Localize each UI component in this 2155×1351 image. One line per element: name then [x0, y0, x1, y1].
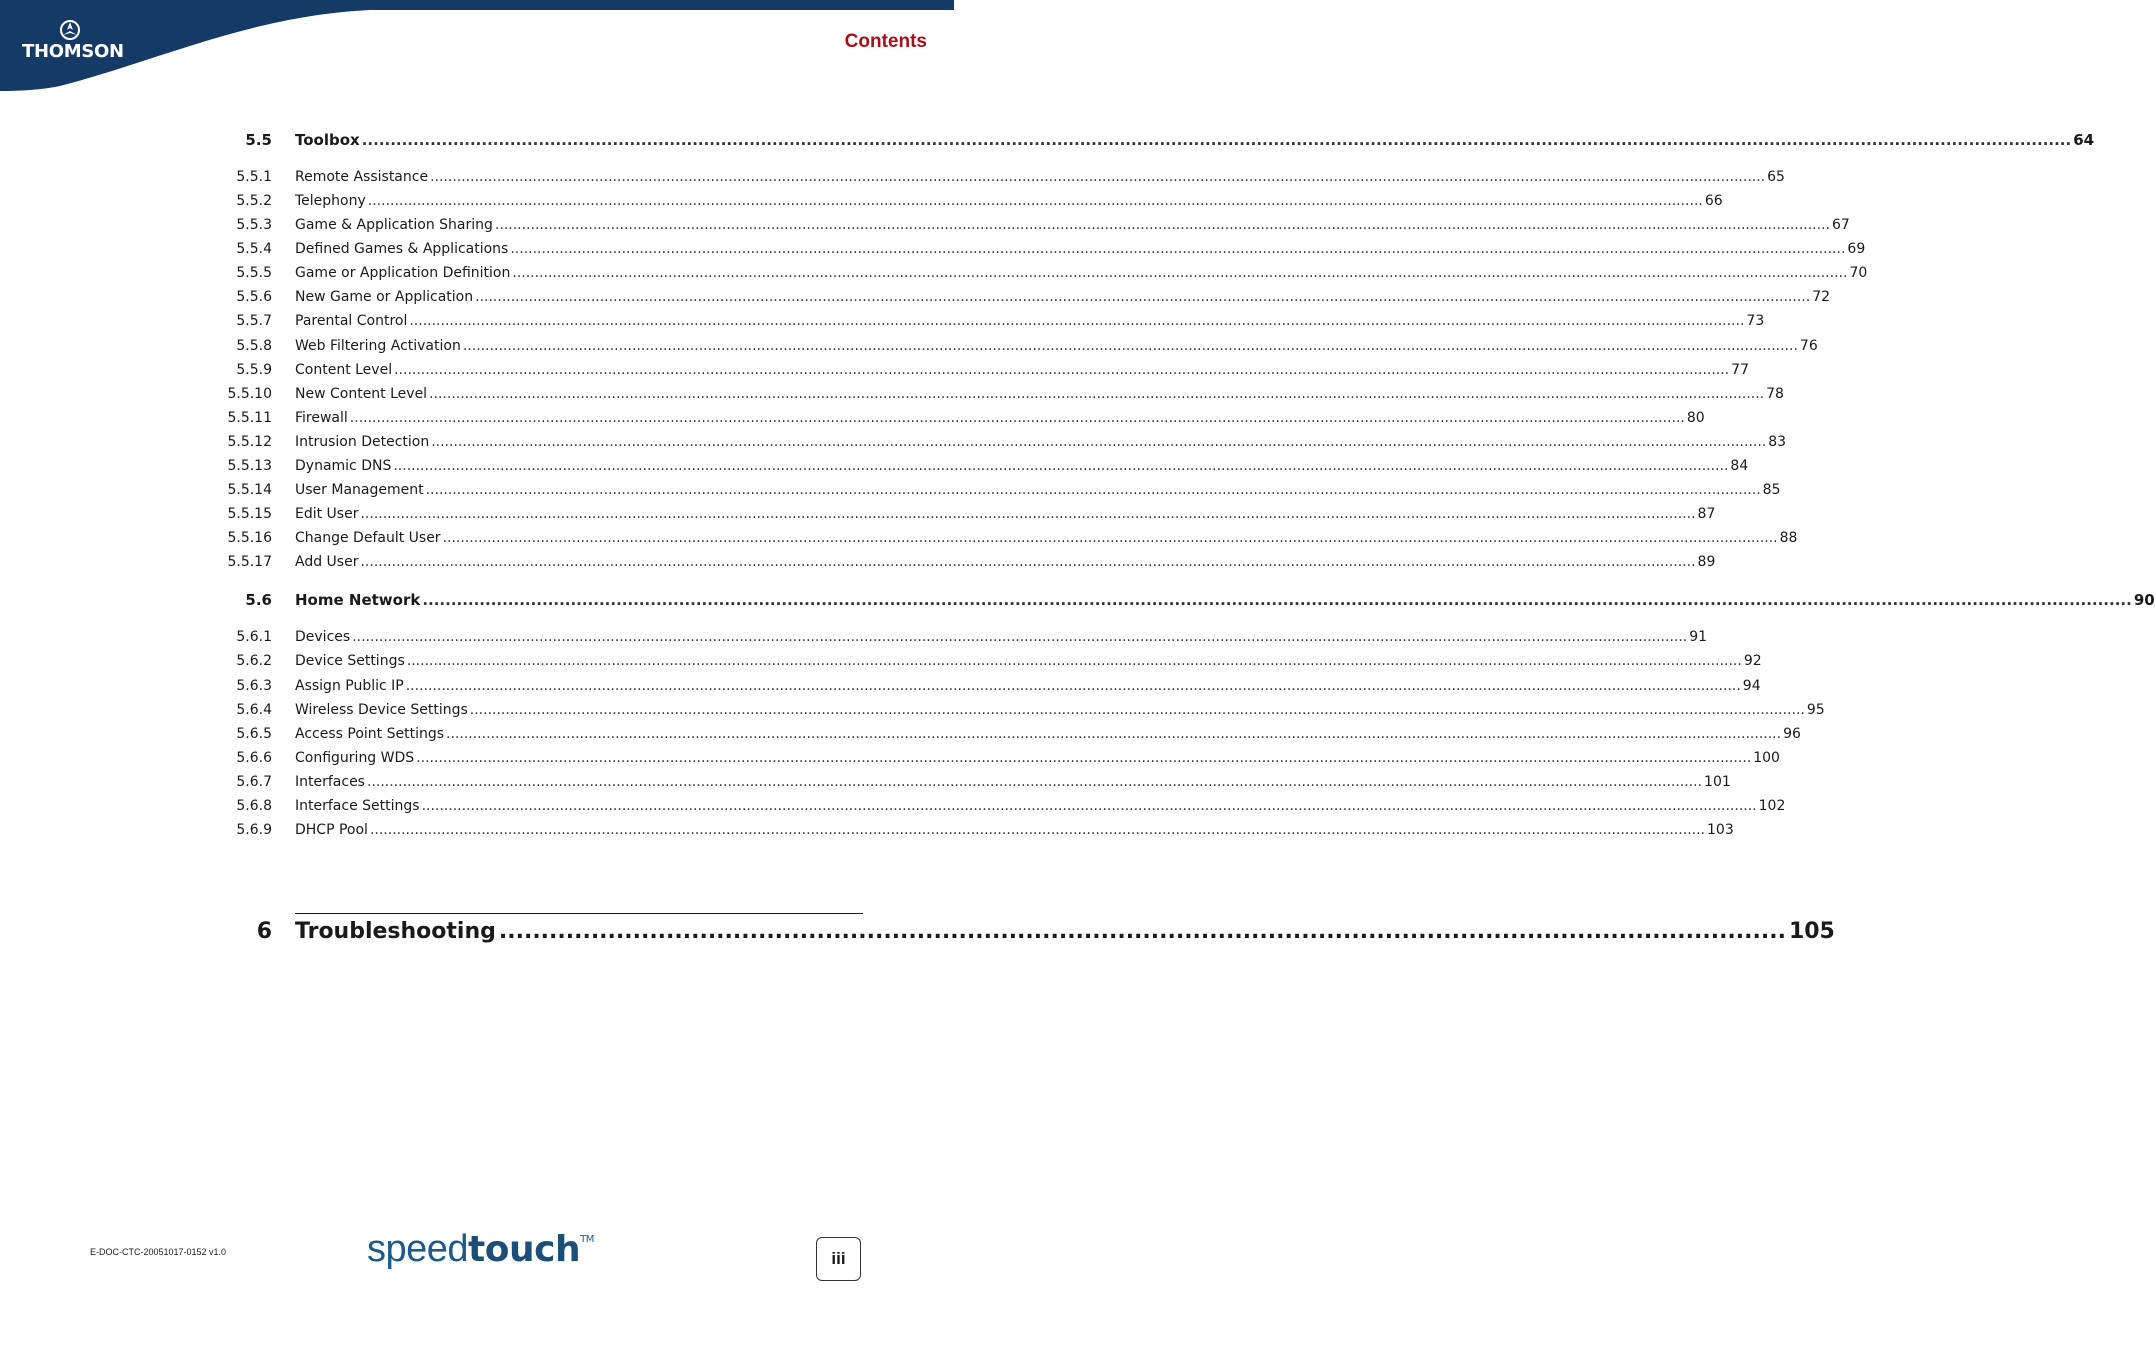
dot-leader: ............................................................................................................................................................................................................................................................................................................: [360, 554, 1696, 571]
toc-subsection-entry[interactable]: [0, 265, 1868, 285]
toc-subsection-entry[interactable]: [0, 217, 1850, 237]
entry-title: Wireless Device Settings: [295, 701, 468, 718]
entry-number: 5.6.1: [236, 629, 272, 646]
speedtouch-logo: [367, 1228, 594, 1271]
entry-number: 5.5.9: [236, 361, 272, 378]
page-number-box: [816, 1237, 861, 1281]
entry-number: 5.5.6: [236, 289, 272, 306]
toc-subsection-entry[interactable]: [0, 506, 1716, 526]
dot-leader: ............................................................................................................................................................................................................................................................................................................: [352, 629, 1688, 646]
dot-leader: ............................................................................................................................................................................................................................................................................................................: [442, 530, 1778, 547]
toc-subsection-entry[interactable]: [0, 822, 1734, 842]
entry-number: 5.5.13: [227, 457, 272, 474]
entry-page: 64: [2073, 131, 2095, 149]
entry-number: 5.5.1: [236, 169, 272, 185]
toc-subsection-entry[interactable]: [0, 554, 1716, 574]
thomson-logo-text: THOMSON: [22, 41, 124, 62]
entry-title: Telephony: [295, 193, 366, 210]
entry-title: Change Default User: [295, 530, 441, 547]
entry-page: 70: [1849, 265, 1868, 282]
entry-page: 65: [1767, 169, 1785, 185]
entry-page: 88: [1779, 530, 1798, 547]
entry-number: 5.5: [245, 131, 272, 149]
toc-subsection-entry[interactable]: [0, 193, 1723, 213]
entry-title: Home Network: [295, 591, 421, 610]
chapter-rule: [295, 913, 863, 914]
dot-leader: ............................................................................................................................................................................................................................................................................................................: [394, 361, 1730, 378]
entry-number: 5.5.7: [236, 313, 272, 330]
dot-leader: ............................................................................................................................................................................................................................................................................................................: [360, 506, 1696, 523]
entry-page: 78: [1766, 385, 1784, 402]
entry-page: 103: [1707, 822, 1734, 838]
entry-number: 5.6.9: [236, 822, 272, 838]
entry-title: Access Point Settings: [295, 725, 445, 742]
header-banner: [0, 0, 954, 95]
entry-title: Toolbox: [295, 131, 360, 149]
entry-number: 5.5.17: [227, 554, 272, 571]
entry-page: 95: [1806, 701, 1825, 718]
section-title: Contents: [844, 31, 927, 52]
dot-leader: ............................................................................................................................................................................................................................................................................................................: [421, 797, 1757, 814]
toc-subsection-entry[interactable]: [0, 653, 1762, 673]
entry-page: 83: [1768, 433, 1787, 450]
toc-subsection-entry[interactable]: [0, 361, 1749, 382]
toc-subsection-entry[interactable]: [0, 797, 1786, 818]
entry-title: New Content Level: [295, 385, 428, 402]
brand-light-text: speed: [367, 1228, 469, 1270]
entry-title: Firewall: [295, 409, 348, 426]
entry-page: 67: [1831, 217, 1850, 234]
toc-subsection-entry[interactable]: [0, 773, 1731, 794]
entry-page: 100: [1753, 749, 1780, 766]
toc-subsection-entry[interactable]: [0, 169, 1785, 189]
entry-title: Content Level: [295, 361, 393, 378]
toc-chapter-entry[interactable]: [0, 919, 1835, 951]
entry-title: Assign Public IP: [295, 677, 404, 694]
thomson-logo: [22, 20, 124, 62]
entry-number: 5.5.15: [227, 506, 272, 523]
dot-leader: ............................................................................................................................................................................................................................................................................................................: [446, 725, 1782, 742]
dot-leader: ............................................................................................................................................................................................................................................................................................................: [409, 313, 1745, 330]
entry-page: 73: [1746, 313, 1765, 330]
thomson-logo-icon: [59, 20, 81, 40]
entry-title: Defined Games & Applications: [295, 241, 509, 258]
toc-subsection-entry[interactable]: [0, 701, 1825, 722]
dot-leader: ............................................................................................................................................................................................................................................................................................................: [469, 701, 1805, 718]
entry-title: Devices: [295, 629, 351, 646]
entry-page: 76: [1799, 337, 1818, 354]
toc-subsection-entry[interactable]: [0, 337, 1818, 358]
entry-number: 5.5.10: [227, 385, 272, 402]
dot-leader: ............................................................................................................................................................................................................................................................................................................: [367, 193, 1703, 210]
chapter-title: Troubleshooting: [295, 919, 496, 944]
dot-leader: ............................................................................................................................................................................................................................................................................................................: [416, 749, 1752, 766]
toc-section-entry[interactable]: [0, 591, 2155, 611]
entry-number: 5.6.4: [236, 701, 272, 718]
entry-page: 102: [1758, 797, 1786, 814]
dot-leader: ............................................................................................................................................................................................................................................................................................................: [475, 289, 1811, 306]
entry-page: 84: [1730, 457, 1749, 474]
chapter-page: 105: [1788, 919, 1835, 944]
entry-page: 87: [1697, 506, 1716, 523]
entry-title: Web Filtering Activation: [295, 337, 461, 354]
entry-page: 77: [1731, 361, 1749, 378]
entry-page: 90: [2133, 591, 2155, 610]
entry-title: Configuring WDS: [295, 749, 415, 766]
entry-page: 101: [1704, 773, 1731, 790]
entry-title: Device Settings: [295, 653, 405, 670]
toc-subsection-entry[interactable]: [0, 289, 1831, 309]
chapter-number: 6: [256, 919, 272, 944]
entry-number: 5.5.8: [236, 337, 272, 354]
entry-page: 96: [1783, 725, 1801, 742]
toc-subsection-entry[interactable]: [0, 725, 1801, 746]
dot-leader: ............................................................................................................................................................................................................................................................................................................: [422, 591, 2132, 610]
dot-leader: ............................................................................................................................................................................................................................................................................................................: [510, 241, 1846, 258]
entry-title: Parental Control: [295, 313, 408, 330]
dot-leader: ............................................................................................................................................................................................................................................................................................................: [393, 457, 1729, 474]
entry-title: Edit User: [295, 506, 359, 523]
dot-leader: ..........................................................................................................................................................: [498, 919, 1786, 944]
entry-page: 69: [1847, 241, 1866, 258]
toc-subsection-entry[interactable]: [0, 530, 1798, 550]
entry-number: 5.5.11: [227, 409, 272, 426]
toc-subsection-entry[interactable]: [0, 457, 1749, 478]
dot-leader: ............................................................................................................................................................................................................................................................................................................: [462, 337, 1798, 354]
entry-number: 5.6: [245, 591, 272, 610]
entry-number: 5.6.6: [236, 749, 272, 766]
toc-subsection-entry[interactable]: [0, 482, 1781, 502]
dot-leader: ............................................................................................................................................................................................................................................................................................................: [512, 265, 1848, 282]
entry-page: 91: [1689, 629, 1708, 646]
dot-leader: ............................................................................................................................................................................................................................................................................................................: [349, 409, 1685, 426]
entry-page: 85: [1762, 482, 1781, 499]
entry-title: New Game or Application: [295, 289, 474, 306]
dot-leader: ............................................................................................................................................................................................................................................................................................................: [366, 773, 1703, 790]
toc-subsection-entry[interactable]: [0, 433, 1787, 454]
entry-title: Intrusion Detection: [295, 433, 430, 450]
entry-number: 5.5.2: [236, 193, 272, 210]
dot-leader: ............................................................................................................................................................................................................................................................................................................: [405, 677, 1741, 694]
entry-title: User Management: [295, 482, 424, 499]
entry-number: 5.5.4: [236, 241, 272, 258]
entry-number: 5.6.5: [236, 725, 272, 742]
dot-leader: ............................................................................................................................................................................................................................................................................................................: [431, 433, 1767, 450]
entry-page: 66: [1704, 193, 1723, 210]
entry-number: 5.6.8: [236, 797, 272, 814]
dot-leader: ............................................................................................................................................................................................................................................................................................................: [406, 653, 1742, 670]
entry-page: 94: [1742, 677, 1761, 694]
toc-subsection-entry[interactable]: [0, 313, 1765, 333]
dot-leader: ............................................................................................................................................................................................................................................................................................................: [429, 385, 1765, 402]
toc-subsection-entry[interactable]: [0, 749, 1780, 770]
document-code: E-DOC-CTC-20051017-0152 v1.0: [90, 1247, 227, 1257]
toc-subsection-entry[interactable]: [0, 241, 1866, 261]
brand-trademark: TM: [580, 1234, 594, 1245]
toc-subsection-entry[interactable]: [0, 409, 1705, 430]
toc-subsection-entry[interactable]: [0, 385, 1784, 406]
entry-title: Game or Application Definition: [295, 265, 511, 282]
dot-leader: ............................................................................................................................................................................................................................................................................................................: [430, 169, 1766, 185]
entry-number: 5.5.14: [227, 482, 272, 499]
entry-number: 5.5.3: [236, 217, 272, 234]
page-number: iii: [831, 1249, 846, 1268]
entry-page: 92: [1743, 653, 1762, 670]
entry-number: 5.6.7: [236, 773, 272, 790]
dot-leader: ............................................................................................................................................................................................................................................................................................................: [369, 822, 1706, 838]
entry-number: 5.5.5: [236, 265, 272, 282]
dot-leader: ............................................................................................................................................................................................................................................................................................................: [425, 482, 1761, 499]
toc-section-entry[interactable]: [0, 131, 2095, 151]
entry-title: Interface Settings: [295, 797, 420, 814]
entry-page: 72: [1812, 289, 1831, 306]
brand-bold-text: touch: [468, 1229, 581, 1270]
entry-number: 5.5.16: [227, 530, 272, 547]
entry-title: Interfaces: [295, 773, 365, 790]
toc-subsection-entry[interactable]: [0, 677, 1761, 698]
entry-number: 5.6.3: [236, 677, 272, 694]
entry-page: 80: [1686, 409, 1705, 426]
entry-title: Game & Application Sharing: [295, 217, 493, 234]
entry-title: DHCP Pool: [295, 822, 368, 838]
entry-title: Remote Assistance: [295, 169, 429, 185]
entry-number: 5.5.12: [227, 433, 272, 450]
entry-number: 5.6.2: [236, 653, 272, 670]
dot-leader: ............................................................................................................................................................................................................................................................................................................: [494, 217, 1830, 234]
entry-title: Dynamic DNS: [295, 457, 392, 474]
entry-page: 89: [1697, 554, 1716, 571]
dot-leader: ............................................................................................................................................................................................................................................................................................................: [361, 131, 2072, 149]
toc-subsection-entry[interactable]: [0, 629, 1708, 649]
entry-title: Add User: [295, 554, 359, 571]
